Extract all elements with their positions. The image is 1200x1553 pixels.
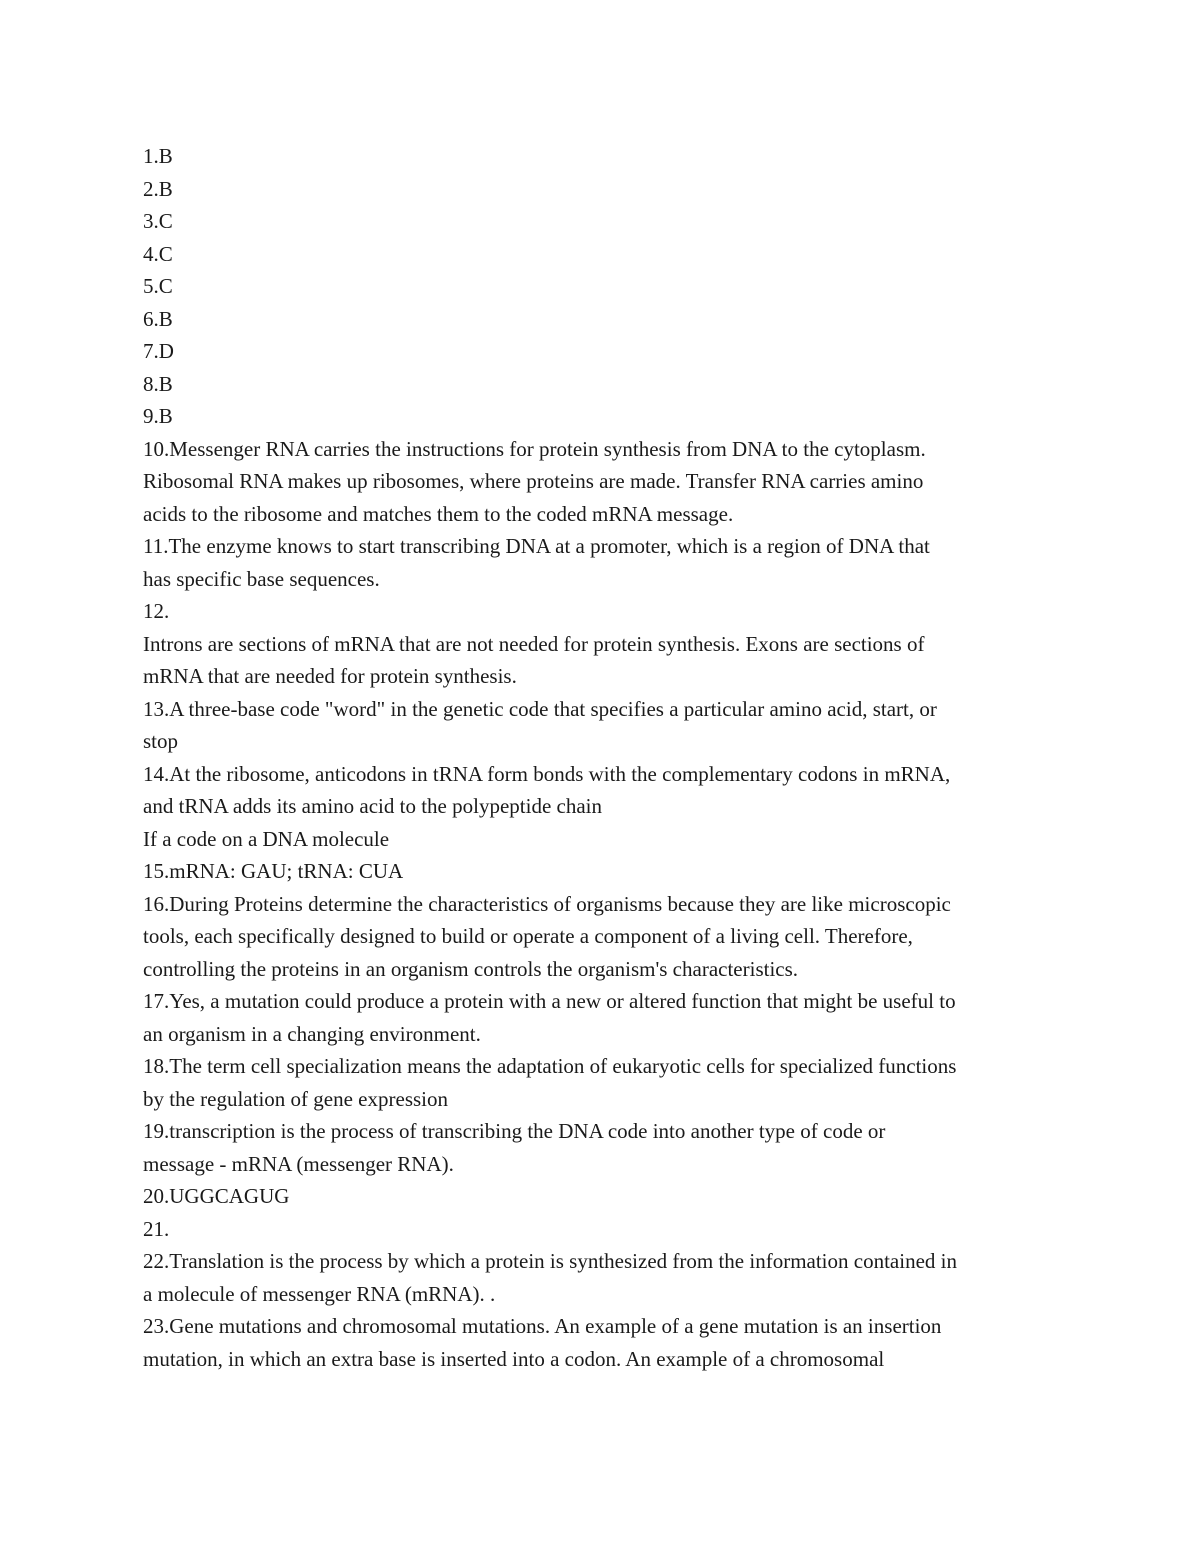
text-line: 22.Translation is the process by which a protein is synthesized from the information contained in [143, 1249, 957, 1273]
text-line: 2.B [143, 176, 173, 201]
text-line: 6.B [143, 306, 173, 331]
text-line: a molecule of messenger RNA (mRNA). . [143, 1281, 496, 1306]
text-line: Introns are sections of mRNA that are not needed for protein synthesis. Exons are sections of [143, 631, 925, 656]
text-line: 23.Gene mutations and chromosomal mutations. An example of a gene mutation is an insertion [143, 1314, 942, 1338]
text-line: 11.The enzyme knows to start transcribing DNA at a promoter, which is a region of DNA that [143, 534, 930, 558]
text-line: 20.UGGCAGUG [143, 1184, 290, 1208]
text-line: 10.Messenger RNA carries the instructions for protein synthesis from DNA to the cytoplasm. [143, 436, 926, 461]
text-line: 19.transcription is the process of transcribing the DNA code into another type of code or [143, 1119, 886, 1143]
text-line: has specific base sequences. [143, 566, 380, 591]
answer-text-body [143, 140, 1073, 1375]
text-line: 7.D [143, 339, 174, 363]
text-line: by the regulation of gene expression [143, 1086, 448, 1111]
text-line: 8.B [143, 371, 173, 396]
text-line: 14.At the ribosome, anticodons in tRNA form bonds with the complementary codons in mRNA, [143, 761, 951, 786]
text-line: Ribosomal RNA makes up ribosomes, where proteins are made. Transfer RNA carries amino [143, 469, 924, 493]
text-line: an organism in a changing environment. [143, 1021, 481, 1046]
text-line: 16.During Proteins determine the characteristics of organisms because they are like microscopic [143, 891, 951, 916]
text-line: stop [143, 729, 179, 753]
text-line: mRNA that are needed for protein synthesis. [143, 664, 517, 688]
text-line: If a code on a DNA molecule [143, 826, 390, 851]
text-line: acids to the ribosome and matches them to the coded mRNA message. [143, 501, 734, 526]
text-line: 4.C [143, 241, 173, 266]
text-line: 3.C [143, 209, 173, 233]
text-line: tools, each specifically designed to build or operate a component of a living cell. Therefore, [143, 924, 913, 948]
text-line: 1.B [143, 144, 173, 168]
text-line: 15.mRNA: GAU; tRNA: CUA [143, 859, 404, 883]
text-line: 12. [143, 599, 170, 623]
text-line: message - mRNA (messenger RNA). [143, 1151, 454, 1176]
text-line: 21. [143, 1216, 170, 1241]
text-line: controlling the proteins in an organism controls the organism's characteristics. [143, 956, 799, 981]
text-line: and tRNA adds its amino acid to the polypeptide chain [143, 794, 602, 818]
text-line: 13.A three-base code "word" in the genetic code that specifies a particular amino acid, start, or [143, 696, 937, 721]
text-line: 18.The term cell specialization means the adaptation of eukaryotic cells for specialized functions [143, 1054, 957, 1078]
text-line: 5.C [143, 274, 173, 298]
text-line: 9.B [143, 404, 173, 428]
text-line: 17.Yes, a mutation could produce a protein with a new or altered function that might be useful to [143, 989, 956, 1013]
text-line: mutation, in which an extra base is inserted into a codon. An example of a chromosomal [143, 1346, 885, 1371]
